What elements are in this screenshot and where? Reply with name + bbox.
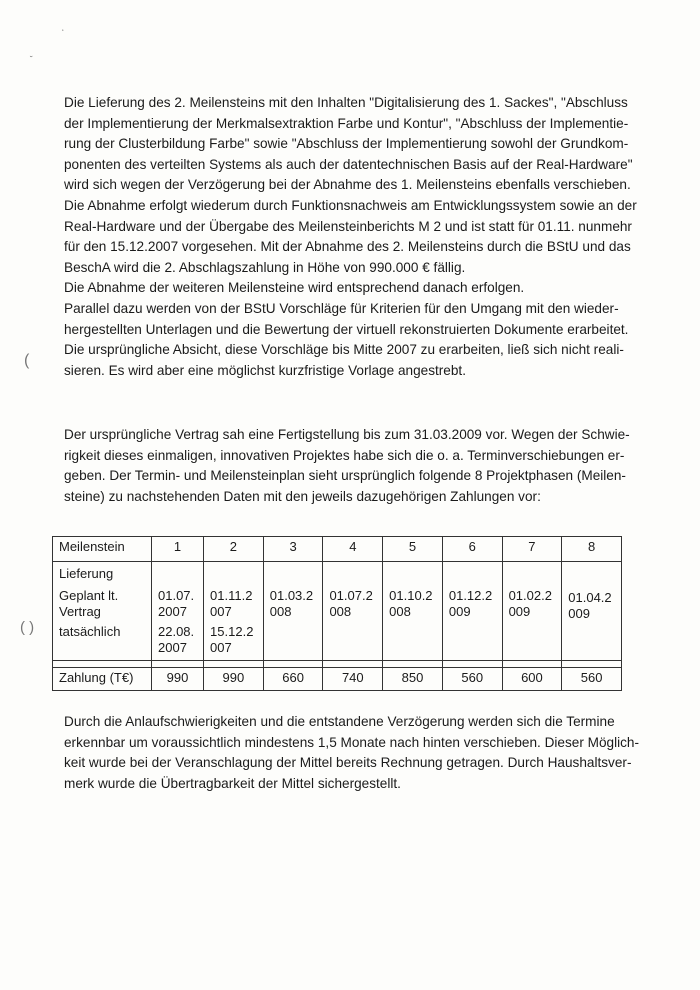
- row-label: Vertrag: [59, 604, 101, 619]
- text-line: BeschA wird die 2. Abschlagszahlung in Höhe von 990.000 € fällig.: [64, 259, 466, 275]
- table-separator-row: [53, 661, 622, 668]
- date-cell: [442, 562, 502, 661]
- punch-hole-mark: (: [24, 352, 30, 369]
- planned-date: 008: [269, 604, 292, 619]
- planned-date: 008: [389, 604, 411, 619]
- row-label: Geplant lt.: [59, 588, 119, 603]
- scan-mark: ˘: [30, 55, 33, 64]
- date-cell: [152, 562, 204, 661]
- text-line: sieren. Es wird aber eine möglichst kurzfristige Vorlage angestrebt.: [64, 362, 466, 378]
- date-cell: [204, 562, 264, 661]
- text-line: rigkeit dieses einmaligen, innovativen Projektes habe sich die o. a. Terminverschiebungen er-: [64, 447, 625, 463]
- planned-date: 009: [448, 604, 471, 619]
- text-line: geben. Der Termin- und Meilensteinplan sieht ursprünglich folgende 8 Projektphasen (Meilen-: [64, 468, 626, 484]
- planned-date: 008: [329, 604, 352, 619]
- text-line: für den 15.12.2007 vorgesehen. Mit der Abnahme des 2. Meilensteins durch die BStU und das: [64, 239, 631, 255]
- planned-date: 01.03.2: [269, 588, 314, 603]
- table-row: [53, 562, 622, 661]
- planned-date: 01.07.: [158, 588, 195, 603]
- text-line: Parallel dazu werden von der BStU Vorschläge für Kriterien für den Umgang mit den wieder-: [64, 300, 619, 316]
- text-line: steine) zu nachstehenden Daten mit den jeweils dazugehörigen Zahlungen vor:: [64, 488, 541, 504]
- text-line: rung der Clusterbildung Farbe" sowie "Abschluss der Implementierung sowohl der Grundkom-: [64, 136, 629, 152]
- text-line: der Implementierung der Merkmalsextraktion Farbe und Kontur", "Abschluss der Implementie-: [64, 115, 629, 131]
- planned-date: 01.07.2: [329, 588, 373, 603]
- payment-value: 600: [502, 668, 562, 691]
- punch-hole-mark: ( ): [20, 619, 35, 636]
- actual-date: 007: [210, 640, 232, 655]
- payment-value: 560: [442, 668, 502, 691]
- payment-value: 740: [323, 668, 383, 691]
- milestone-number: 3: [263, 537, 323, 562]
- actual-date: 22.08.: [158, 624, 195, 639]
- row-labels: [53, 562, 152, 661]
- paragraph-delay-note: [64, 712, 640, 794]
- milestone-number: 5: [383, 537, 443, 562]
- text-line: ponenten des verteilten Systems als auch der datentechnischen Basis auf der Real-Hardware": [64, 156, 633, 172]
- actual-date: 15.12.2: [210, 624, 254, 639]
- payment-label: Zahlung (T€): [53, 668, 152, 691]
- milestone-number: 8: [562, 537, 622, 562]
- text-line: Die Lieferung des 2. Meilensteins mit den Inhalten "Digitalisierung des 1. Sackes", "Abschluss: [64, 95, 628, 110]
- row-label: tatsächlich: [59, 624, 121, 639]
- table-header-row: [53, 537, 622, 562]
- text-line: merk wurde die Übertragbarkeit der Mittel sichergestellt.: [64, 775, 401, 791]
- payment-value: 990: [204, 668, 264, 691]
- text-line: Durch die Anlaufschwierigkeiten und die entstandene Verzögerung werden sich die Termine: [64, 714, 615, 729]
- payment-row: [53, 668, 622, 691]
- planned-date: 01.11.2: [210, 588, 253, 603]
- milestone-number: 1: [152, 537, 204, 562]
- text-line: Die Abnahme erfolgt wiederum durch Funktionsnachweis am Entwicklungssystem sowie an der: [64, 197, 637, 213]
- text-line: wird sich wegen der Verzögerung bei der Abnahme des 1. Meilensteins ebenfalls verschieben.: [64, 177, 631, 193]
- milestone-table: [52, 536, 622, 691]
- planned-date: 01.02.2: [508, 588, 552, 603]
- planned-date: 009: [508, 604, 531, 619]
- date-cell: [562, 562, 622, 661]
- text-line: hergestellten Unterlagen und die Bewertung der virtuell rekonstruierten Dokumente erarbeitet.: [64, 321, 629, 337]
- milestone-number: 2: [204, 537, 264, 562]
- date-cell: [323, 562, 383, 661]
- text-line: erkennbar um voraussichtlich mindestens 1,5 Monate nach hinten verschieben. Dieser Möglich-: [64, 734, 640, 750]
- date-cell: [383, 562, 443, 661]
- payment-value: 660: [263, 668, 323, 691]
- text-line: Real-Hardware und der Übergabe des Meilensteinberichts M 2 und ist statt für 01.11. nunmehr: [64, 218, 632, 234]
- planned-date: 009: [568, 606, 590, 621]
- payment-value: 560: [562, 668, 622, 691]
- text-line: keit wurde bei der Veranschlagung der Mittel bereits Rechnung getragen. Durch Haushaltsver-: [64, 755, 632, 771]
- planned-date: 01.10.2: [389, 588, 433, 603]
- paragraph-milestone-2: [64, 93, 637, 381]
- payment-value: 850: [383, 668, 443, 691]
- scan-mark: ʻ: [62, 28, 64, 37]
- milestone-number: 4: [323, 537, 383, 562]
- row-label: Lieferung: [59, 566, 114, 581]
- planned-date: 01.04.2: [568, 590, 612, 605]
- milestone-number: 6: [442, 537, 502, 562]
- paragraph-contract-schedule: [64, 425, 634, 507]
- header-label: Meilenstein: [53, 537, 152, 562]
- planned-date: 01.12.2: [448, 588, 493, 603]
- text-line: Der ursprüngliche Vertrag sah eine Fertigstellung bis zum 31.03.2009 vor. Wegen der Schwie-: [64, 427, 630, 442]
- date-cell: [502, 562, 562, 661]
- text-line: Die Abnahme der weiteren Meilensteine wird entsprechend danach erfolgen.: [64, 280, 525, 296]
- actual-date: 2007: [158, 640, 187, 655]
- text-line: Die ursprüngliche Absicht, diese Vorschläge bis Mitte 2007 zu erarbeiten, ließ sich nicht reali-: [64, 342, 624, 358]
- date-cell: [263, 562, 323, 661]
- payment-value: 990: [152, 668, 204, 691]
- planned-date: 007: [210, 604, 232, 619]
- planned-date: 2007: [158, 604, 187, 619]
- milestone-number: 7: [502, 537, 562, 562]
